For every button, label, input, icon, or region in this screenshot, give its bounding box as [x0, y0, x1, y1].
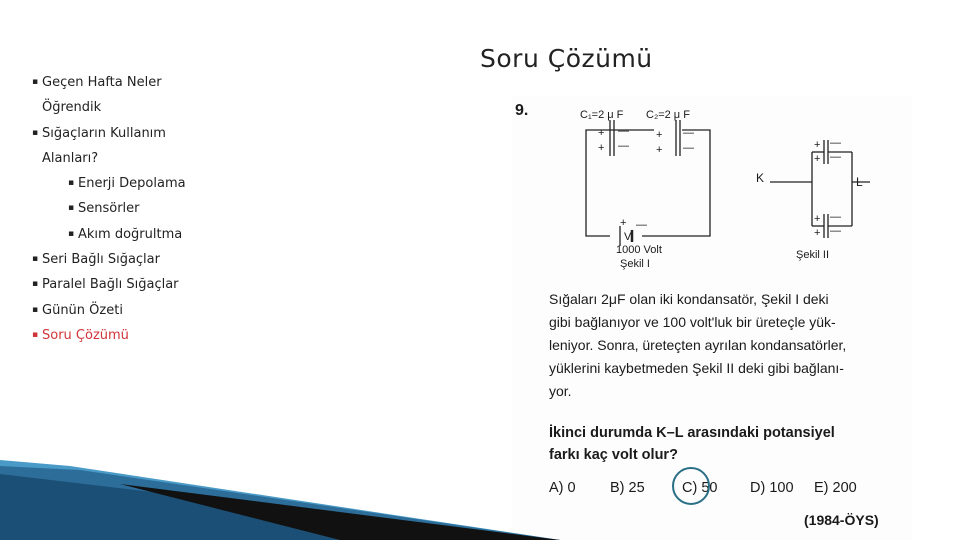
question-number: 9.	[515, 102, 529, 119]
agenda-item-gecen-hafta-cont: Öğrendik	[42, 100, 102, 116]
question-scan	[512, 96, 912, 540]
agenda-subitem-enerji: ▪ Enerji Depolama	[32, 171, 262, 196]
fig1-caption: Şekil I	[620, 258, 650, 270]
c2-label: C₂=2 μ F	[646, 109, 690, 121]
agenda-list	[32, 70, 262, 348]
c1-label: C₁=2 μ F	[580, 109, 624, 121]
fig2-bot-plus1: +	[814, 213, 821, 225]
fig2-bot-minus2: —	[830, 225, 841, 237]
c1-plus-bot: +	[598, 142, 605, 154]
answer-highlight-circle	[672, 467, 710, 505]
c2-plus-bot: +	[656, 144, 663, 156]
fig2-top-plus1: +	[814, 139, 821, 151]
bullet-icon: ▪	[68, 228, 75, 239]
bullet-icon: ▪	[32, 127, 39, 138]
fig2-bot-minus1: —	[830, 211, 841, 223]
decorative-wedge	[0, 440, 560, 540]
fig2-k-label: K	[756, 171, 765, 185]
agenda-subitem-sensorler: ▪ Sensörler	[32, 196, 262, 221]
choice-e: E) 200	[814, 480, 857, 496]
agenda-item-paralel: ▪ Paralel Bağlı Sığaçlar	[32, 272, 262, 297]
agenda-item-soru-cozumu: ▪ Soru Çözümü	[32, 323, 262, 348]
agenda-item-kullanim: ▪ Sığaçların Kullanım	[32, 121, 262, 146]
choice-a: A) 0	[549, 480, 576, 496]
agenda-item-kullanim-cont: Alanları?	[42, 150, 99, 166]
question-prompt: İkinci durumda K–L arasındaki potansiyel farkı kaç volt olur?	[549, 425, 835, 463]
choice-b: B) 25	[610, 480, 645, 496]
bullet-icon: ▪	[32, 329, 39, 340]
source-plus: +	[620, 217, 627, 229]
bullet-icon: ▪	[68, 178, 75, 189]
c1-plus-top: +	[598, 127, 605, 139]
c1-minus-top: —	[618, 125, 629, 137]
source-minus: —	[636, 219, 647, 231]
question-paragraph: Sığaları 2μF olan iki kondansatör, Şekil I deki gibi bağlanıyor ve 100 volt'luk bir üreteçle yük- leniyor. Sonra, üreteçten ayrılan kondansatörler, yüklerini kaybetmeden Şekil II deki gibi bağlanı- yor.	[549, 291, 847, 399]
agenda-item-ozet: ▪ Günün Özeti	[32, 298, 262, 323]
bullet-icon: ▪	[32, 304, 39, 315]
source-v-label: V	[624, 231, 632, 243]
bullet-icon: ▪	[32, 279, 39, 290]
c2-minus-bot: —	[683, 142, 694, 154]
source-voltage: 1000 Volt	[616, 244, 662, 256]
fig2-caption: Şekil II	[796, 249, 830, 261]
c2-minus-top: —	[683, 127, 694, 139]
choice-c: C) 50	[682, 480, 718, 496]
slide-title: Soru Çözümü	[480, 44, 653, 73]
choice-d: D) 100	[750, 480, 794, 496]
agenda-item-seri: ▪ Seri Bağlı Sığaçlar	[32, 247, 262, 272]
fig2-top-minus1: —	[830, 137, 841, 149]
circuit-diagrams	[512, 96, 912, 276]
c1-minus-bot: —	[618, 140, 629, 152]
bullet-icon: ▪	[68, 203, 75, 214]
fig2-top-minus2: —	[830, 151, 841, 163]
agenda-item-gecen-hafta: ▪ Geçen Hafta Neler	[32, 70, 262, 95]
bullet-icon: ▪	[32, 77, 39, 87]
c2-plus-top: +	[656, 129, 663, 141]
question-source: (1984-ÖYS)	[804, 512, 879, 528]
fig2-l-label: L	[856, 175, 863, 189]
bullet-icon: ▪	[32, 254, 39, 265]
fig2-top-plus2: +	[814, 153, 821, 165]
fig2-bot-plus2: +	[814, 227, 821, 239]
agenda-subitem-akim: ▪ Akım doğrultma	[32, 222, 262, 247]
